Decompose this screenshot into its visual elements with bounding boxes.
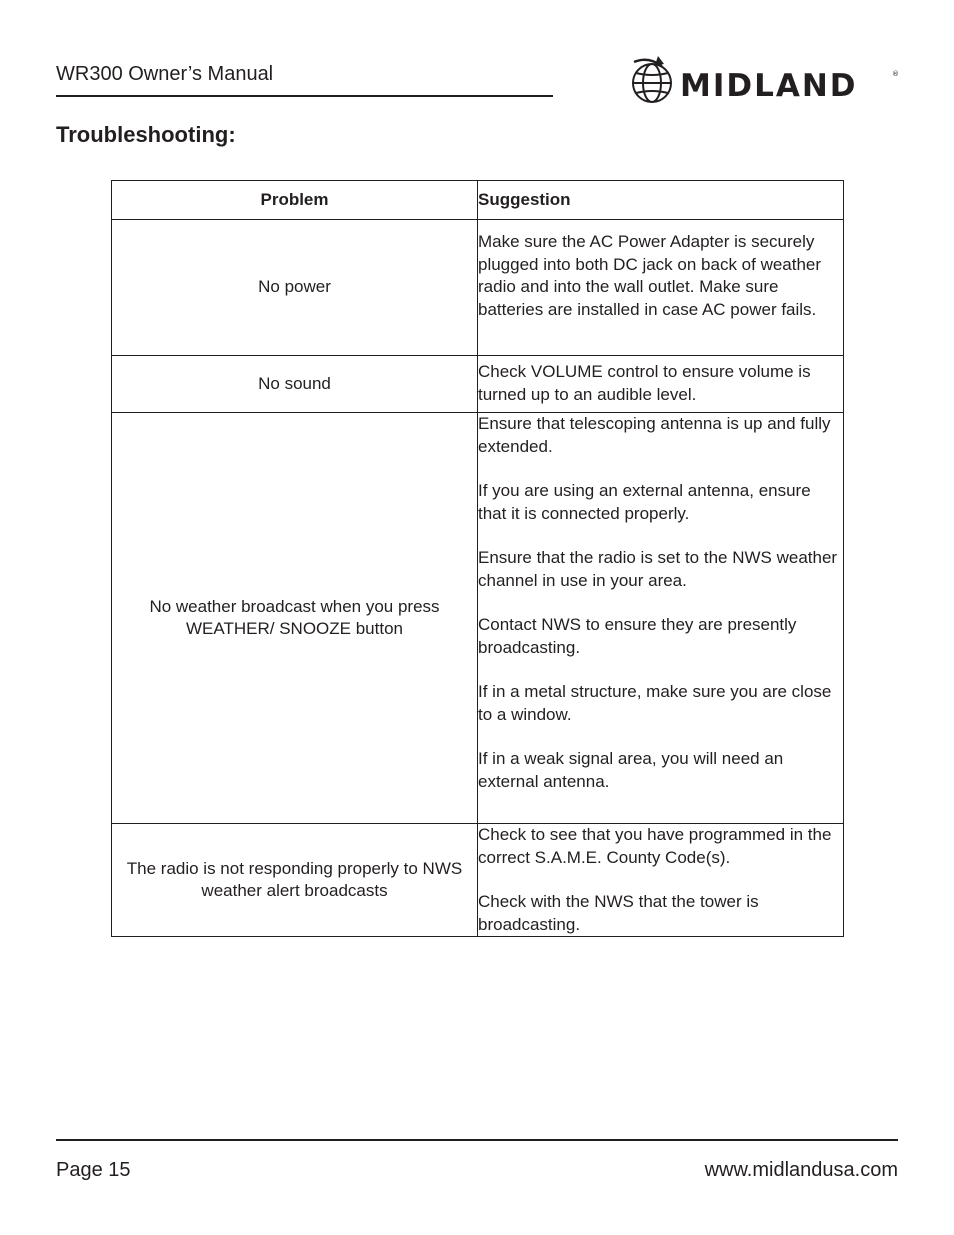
suggestion-text: If in a weak signal area, you will need an external antenna. [478,749,784,791]
troubleshooting-table [111,180,844,937]
header-rule [56,95,553,97]
suggestion-text: Ensure that the radio is set to the NWS weather channel in use in your area. [478,548,838,590]
table-row [112,413,844,824]
suggestion-text: Ensure that telescoping antenna is up and fully extended. [478,414,831,456]
website-url: www.midlandusa.com [704,1159,898,1181]
manual-title: WR300 Owner’s Manual [56,63,274,85]
table-header-row [112,181,844,220]
suggestion-cell [478,824,844,937]
problem-cell: No weather broadcast when you press WEATHER/ SNOOZE button [112,413,478,824]
problem-cell: The radio is not responding properly to NWS weather alert broadcasts [112,824,478,937]
logo-wordmark: MIDLAND [680,68,858,104]
page-number: Page 15 [56,1159,131,1181]
suggestion-cell [478,356,844,413]
table-row [112,356,844,413]
problem-cell: No sound [112,356,478,413]
midland-logo [628,52,900,112]
suggestion-text: Check with the NWS that the tower is broadcasting. [478,892,759,934]
problem-cell: No power [112,220,478,356]
table-row [112,824,844,937]
header-suggestion: Suggestion [478,181,844,220]
suggestion-text: Contact NWS to ensure they are presently broadcasting. [478,615,797,657]
suggestion-cell [478,413,844,824]
suggestion-text: Make sure the AC Power Adapter is securely plugged into both DC jack on back of weather radio and into the wall outlet. Make sure batteries are installed in case AC power fails. [478,232,822,319]
section-title: Troubleshooting: [56,122,236,147]
suggestion-text: If in a metal structure, make sure you are close to a window. [478,682,832,724]
globe-icon [633,56,671,102]
footer-rule [56,1139,898,1141]
svg-text:®: ® [892,70,899,78]
suggestion-text: Check to see that you have programmed in the correct S.A.M.E. County Code(s). [478,825,832,867]
suggestion-text: If you are using an external antenna, ensure that it is connected properly. [478,481,811,523]
suggestion-cell [478,220,844,356]
header-problem: Problem [112,181,478,220]
table-row [112,220,844,356]
suggestion-text: Check VOLUME control to ensure volume is turned up to an audible level. [478,362,811,404]
